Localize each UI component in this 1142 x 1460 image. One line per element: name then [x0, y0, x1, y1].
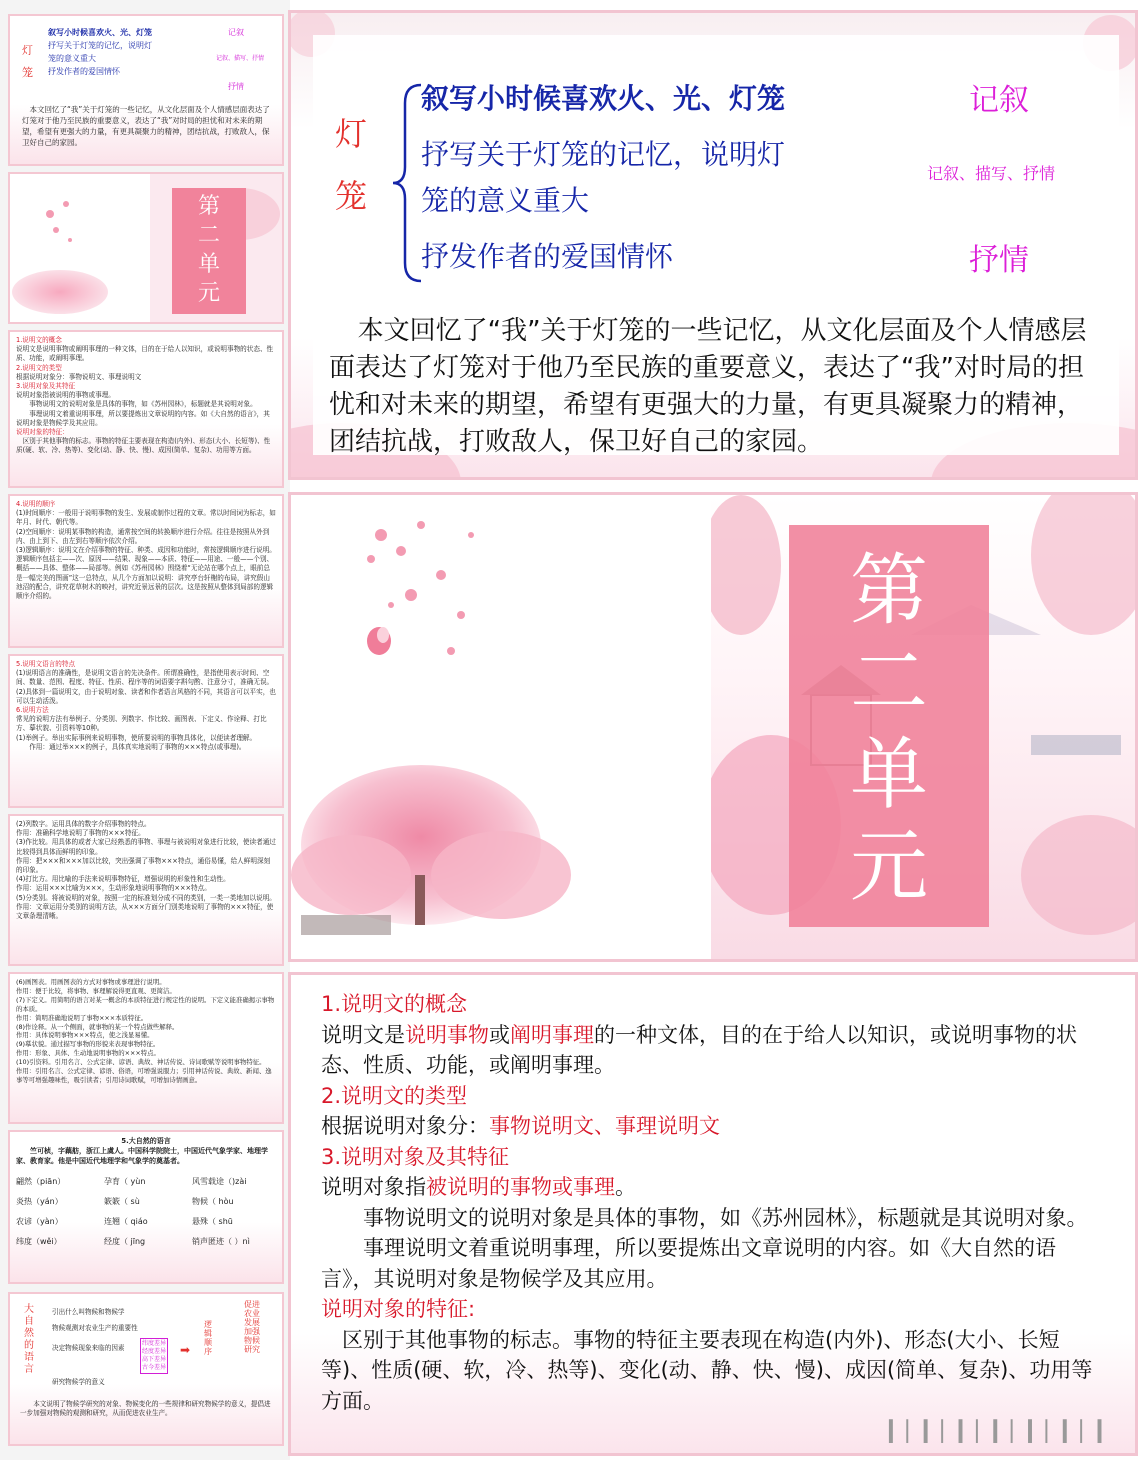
thumb6-p3: (3)作比较。用具体的或者大家已经熟悉的事物、事理与被说明对象进行比较，使读者通过比较得到具体而鲜明的印象。	[16, 838, 276, 856]
unit-title-text: 第 二 单 元	[849, 546, 928, 912]
thumb8-row: 纬度（wěi） 经度（ jīng 销声匿迹（ ）nì	[16, 1237, 250, 1246]
thumb2-unit-text: 第 二 单 元	[197, 194, 220, 306]
thumb6-p6: 作用：运用×××比喻为×××，生动形象地说明事物的×××特点。	[16, 884, 211, 893]
lantern-char-2: 笼	[335, 177, 368, 215]
heading-concept: 1.说明文的概念	[321, 992, 468, 1016]
slide-unit-two-cover	[288, 492, 1138, 962]
thumb8-h: 5.大自然的语言	[121, 1137, 171, 1145]
lantern-summary-paragraph: 本文回忆了“我”关于灯笼的一些记忆，从文化层面及个人情感层面表达了灯笼对于他乃至民族的重要意义，表达了“我”对时局的担忧和对未来的期望，希望有更强大的力量，有更具凝聚力的精神，团结抗战，打败敌人，保卫好自己的家园。	[329, 316, 1087, 457]
thumb9-para: 本文说明了物候学研究的对象、物候变化的一些规律和研究物候学的意义，提倡进一步加强对物候的观测和研究，从而促进农业生产。	[20, 1400, 271, 1417]
thumb9-right: 促进农业发展加强物候研究	[244, 1300, 260, 1354]
thumb4-p1: (1)时间顺序：一般用于说明事物的发生、发展或制作过程的文章。常以时间词为标志，如年月、时代、朝代等。	[16, 509, 276, 527]
slide-thumbnail-4[interactable]	[8, 494, 284, 648]
slide-thumbnail-2[interactable]	[8, 172, 284, 324]
tag-narrate-describe-lyric: 记叙、描写、抒情	[927, 164, 1056, 183]
thumb3-p6: 区别于其他事物的标志。事物的特征主要表现在构造(内外)、形态(大小、长短等)、性质(硬、软、冷、热等)、变化(动、静、快、慢)、成因(简单、复杂)、功用等方面。	[16, 437, 271, 455]
tag-lyric: 抒情	[969, 243, 1029, 278]
thumb6-p4: 作用：把×××和×××加以比较，突出强调了事物×××特点，通俗易懂，给人鲜明深刻的印象。	[16, 856, 271, 875]
lantern-line-2b: 笼的意义重大	[421, 184, 590, 217]
thumb8-row: 炎热（yán） 簌簌（ sù 物候（ hòu	[16, 1197, 234, 1206]
thumb8-p1: 竺可桢，字藕舫，浙江上虞人。中国科学院院士，中国近代气象学家、地理学家、教育家。他是中国近代地理学和气象学的奠基者。	[16, 1147, 268, 1165]
thumb3-p3: 说明对象指被说明的事物或事理。	[16, 391, 115, 400]
thumb5-p4: (1)举例子。举出实际事例来说明事物，使所要说明的事物具体化，以便读者理解。	[16, 733, 257, 742]
thumb3-h3: 3.说明对象及其特征	[16, 382, 76, 391]
thumb6-p8: 作用：文章运用分类别的说明方法，从×××方面分门别类地说明了事物的×××特征，使文章条理清晰。	[16, 902, 274, 921]
slide-expository-text-concepts	[288, 972, 1138, 1456]
slide-thumbnail-panel	[0, 0, 290, 1460]
thumb9-arrow-icon: ➡	[180, 1343, 191, 1357]
slide-thumbnail-7[interactable]	[8, 972, 284, 1124]
thumb1-para: 本文回忆了“我”关于灯笼的一些记忆，从文化层面及个人情感层面表达了灯笼对于他乃至民族的重要意义，表达了“我”对时局的担忧和对未来的期望，希望有更强大的力量，有更具凝聚力的精神，团结抗战，打败敌人，保卫好自己的家园。	[22, 105, 270, 147]
slide-thumbnail-3[interactable]	[8, 330, 284, 488]
lantern-line-1: 叙写小时候喜欢火、光、灯笼	[421, 82, 786, 115]
thumb8-row: 农谚（yàn） 连翘（ qiáo 悬殊（ shū	[16, 1217, 233, 1226]
lantern-line-3: 抒发作者的爱国情怀	[421, 240, 674, 273]
thumb3-h4: 说明对象的特征：	[16, 428, 69, 437]
slide-thumbnail-5[interactable]	[8, 654, 284, 808]
slide-thumbnail-1[interactable]	[8, 14, 284, 166]
heading-features: 说明对象的特征:	[321, 1297, 476, 1321]
paragraph-object: 说明对象指被说明的事物或事理。	[321, 1175, 636, 1199]
slide-thumbnail-6[interactable]	[8, 814, 284, 966]
thumb1-title: 灯 笼	[22, 44, 33, 79]
thumb5-p3: 常见的说明方法有举例子、分类别、列数字、作比较、画图表、下定义、作诠释、打比方、摹状貌、引资料等10种。	[16, 715, 267, 733]
thumb5-p1: (1)说明语言的准确性，是说明文语言的先决条件。所谓准确性，是指使用表示时间、空间、数量、范围、程度、特征、性质、程序等的词语要字斟句酌、注意分寸，准确无误。	[16, 669, 274, 687]
thumb9-factors: 纬度差异 经度差异 高下差异 古今差异	[140, 1338, 168, 1374]
watermark-bars: ▎▏▎▏▎▏▎▏▎▏▎▏▎	[889, 1419, 1115, 1443]
thumb6-p1: (2)列数字。运用具体的数字介绍事物的特点。	[16, 820, 151, 828]
thumb4-p2: (2)空间顺序：说明某事物的构造，通常按空间的转换顺序进行介绍。往往是按照从外到内、由上到下、由左到右等顺序依次介绍。	[16, 527, 270, 545]
paragraph-thing-object: 事物说明文的说明对象是具体的事物，如《苏州园林》，标题就是其说明对象。	[363, 1205, 1088, 1230]
thumb1-tag1: 记叙	[228, 28, 244, 37]
paragraph-types: 根据说明对象分：事物说明文、事理说明文	[321, 1114, 720, 1138]
thumb9-logic: 逻辑顺序	[204, 1320, 212, 1356]
thumb8-row: 翩然（piān） 孕育（ yùn 风雪载途（)zài	[16, 1177, 247, 1186]
thumb1-lines: 叙写小时候喜欢火、光、灯笼 抒写关于灯笼的记忆，说明灯 笼的意义重大 抒发作者的爱国情怀	[48, 28, 152, 76]
paragraph-reason-object: 事理说明文着重说明事理，所以要提炼出文章说明的内容。如《大自然的语言》，其说明对象是物候学及其应用。	[321, 1236, 1056, 1291]
thumb9-left-title: 大自然的语言	[24, 1304, 34, 1375]
lantern-line-2a: 抒写关于灯笼的记忆，说明灯	[421, 138, 786, 171]
thumb7-p10: 作用：引用名言、公式定律、谚语、俗语，可增强说服力；引用神话传说、典故、新闻、逸事等可增强趣味性，吸引读者；引用诗词歌赋，可增加诗情画意。	[16, 1067, 272, 1084]
paragraph-features: 区别于其他事物的标志。事物的特征主要表现在构造(内外)、形态(大小、长短等)、性质(硬、软，冷、热等)、变化(动、静、快、慢)、成因(简单、复杂)、功用等方面。	[321, 1327, 1093, 1413]
thumb1-tag3: 抒情	[228, 82, 244, 91]
tag-narrate: 记叙	[969, 83, 1029, 118]
thumb7-p9: (10)引资料。引用名言、公式定律、谚语、典故、神话传说、诗词歌赋等说明事物特征。	[16, 1058, 266, 1067]
thumb5-h: 5.说明文语言的特点	[16, 660, 76, 668]
thumb4-p3: (3)逻辑顺序：说明文在介绍事物的特征、种类、成因和功能时，常按逻辑顺序进行说明。逻辑顺序包括主——次、原因——结果、现象——本质、特征——用途、一般——个别、概括——具体、整体——局部等。例如《苏州园林》围绕着“无论站在哪个点上，眼前总是一幅完美的图画”这一总特点，从几个方面加以说明：讲究亭台轩榭的布局，讲究假山池沼的配合，讲究花草树木的映衬，讲究近景远景的层次。这是按照从整体到局部的逻辑顺序介绍的。	[16, 546, 276, 601]
thumb6-p7: (5)分类别。将被说明的对象，按照一定的标准划分成不同的类别，一类一类地加以说明。	[16, 893, 276, 902]
thumb3-p5: 事理说明文着重说明事理，所以要提炼出文章说明的内容。如《大自然的语言》，其说明对象是物候学及其应用。	[16, 409, 270, 427]
heading-types: 2.说明文的类型	[321, 1083, 468, 1108]
thumb6-p2: 作用：准确科学地说明了事物的×××特征。	[16, 829, 145, 838]
thumb6-p5: (4)打比方。用比喻的手法来说明事物特征，增强说明的形象性和生动性。	[16, 875, 230, 884]
thumb3-h2: 2.说明文的类型	[16, 363, 62, 372]
thumb7-p2: 作用：便于比较，将事物、事理解说得更直观、更简洁。	[16, 986, 176, 995]
thumb7-p1: (6)画图表。用画图表的方式对事物或事理进行说明。	[16, 978, 166, 986]
lantern-char-1: 灯	[335, 115, 368, 153]
thumb5-h2: 6.说明方法	[16, 706, 49, 715]
paragraph-concept: 说明文是说明事物或阐明事理的一种文体，目的在于给人以知识，或说明事物的状态、性质、功能，或阐明事理。	[321, 1022, 1077, 1077]
heading-object: 3.说明对象及其特征	[321, 1144, 510, 1169]
slide1-content	[313, 35, 1119, 455]
thumb3-p4: 事物说明文的说明对象是具体的事物，如《苏州园林》，标题就是其说明对象。	[29, 400, 257, 409]
thumb5-p5: 作用：通过举×××的例子，具体真实地说明了事物的×××特点(或事理)。	[29, 742, 246, 751]
slide-lantern-summary	[288, 10, 1138, 480]
cherry-tree-illustration	[291, 495, 711, 959]
thumb7-p7: (9)摹状貌。通过描写事物的形貌来表现事物特征。	[16, 1040, 160, 1049]
thumb3-h1: 1.说明文的概念	[16, 336, 62, 344]
slide-thumbnail-8[interactable]	[8, 1130, 284, 1284]
thumb7-p4: 作用：简明准确地说明了事物×××本质特征。	[16, 1013, 148, 1022]
thumb9-items: 引出什么叫物候和物候学 物候观测对农业生产的重要性 决定物候现象来临的因素 研究物候学的意义	[52, 1308, 138, 1386]
thumb3-p2: 根据说明对象分：事物说明文、事理说明文	[16, 372, 142, 381]
thumb7-p5: (8)作诠释。从一个侧面，就事物的某一个特点做些解释。	[16, 1022, 179, 1031]
thumb7-p3: (7)下定义。用简明的语言对某一概念的本质特征进行规定性的说明。下定义能准确揭示事物的本质。	[16, 995, 275, 1013]
thumb1-tag2: 记叙、描写、抒情	[216, 55, 265, 62]
thumb7-p6: 作用：具体说明事物×××特点，使之浅显易懂。	[16, 1031, 154, 1040]
thumb3-p1: 说明文是说明事物或阐明事理的一种文体，目的在于给人以知识，或说明事物的状态、性质、功能，或阐明事理。	[16, 345, 274, 363]
thumb7-p8: 作用：形象、具体、生动地说明事物的×××特点。	[16, 1049, 160, 1058]
slide-thumbnail-9[interactable]	[8, 1292, 284, 1446]
thumb4-h: 4.说明的顺序	[16, 500, 56, 508]
thumb8-pinyin-table	[16, 1172, 276, 1252]
thumb5-p2: (2)具体到一篇说明文，由于说明对象、读者和作者语言风格的不同，其语言可以平实，也可以生动活泼。	[16, 687, 276, 705]
slide3-content	[321, 989, 1101, 1416]
book-left-page	[291, 495, 711, 959]
